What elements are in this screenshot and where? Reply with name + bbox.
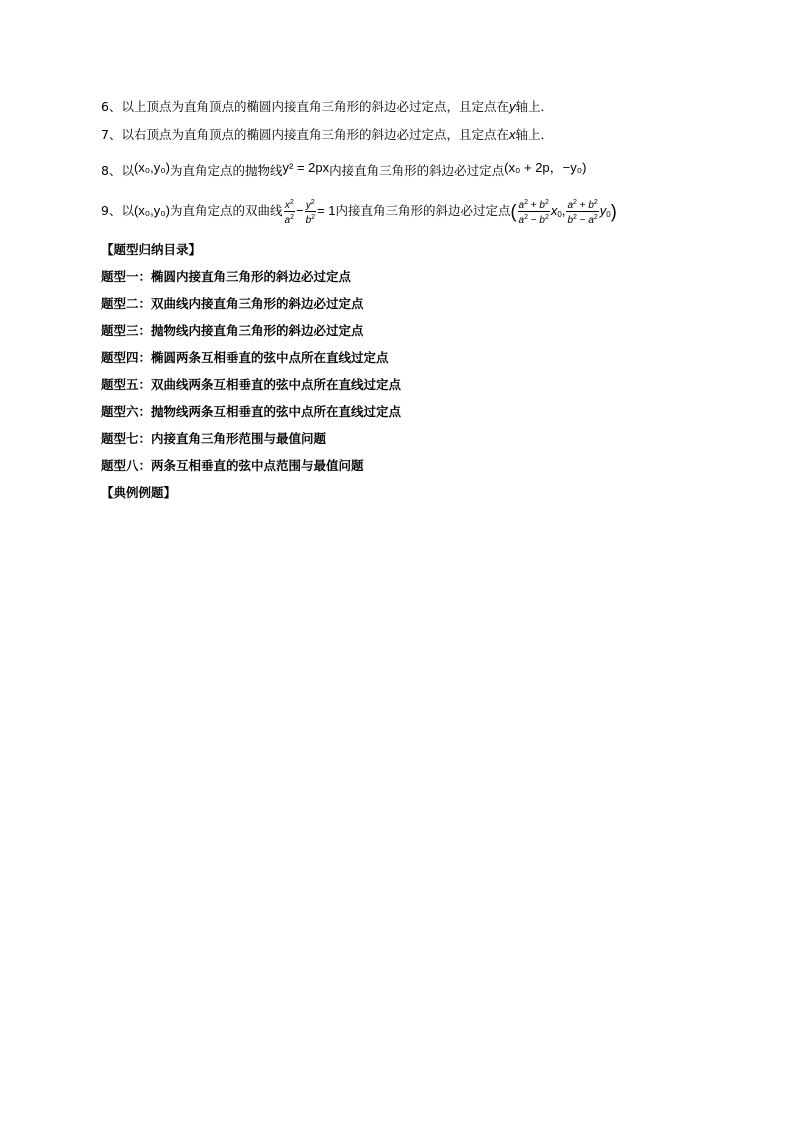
item-8-point: (x₀,y₀) xyxy=(133,160,171,175)
item-8-text: 8、以 xyxy=(101,163,134,178)
item-7 xyxy=(101,125,553,145)
item-8-curve: y² = 2px xyxy=(282,160,330,175)
catalog-entry-3: 题型三：抛物线内接直角三角形的斜边必过定点 xyxy=(101,323,364,338)
item-8-text-2: 为直角定点的抛物线 xyxy=(170,163,283,178)
item-9-text: 9、以 xyxy=(101,202,134,218)
item-6 xyxy=(101,97,553,117)
examples-heading: 【典例例题】 xyxy=(101,485,177,500)
item-9-fixed-point: ( $\frac{a^2 + b^2}{a^2 - b^2}$ $x_0$, $\frac{a^2 + b^2}{b^2 - a^2}$ $y_0$) xyxy=(510,199,617,226)
catalog-entry-6: 题型六：抛物线两条互相垂直的弦中点所在直线过定点 xyxy=(101,404,402,419)
catalog-entry-2: 题型二：双曲线内接直角三角形的斜边必过定点 xyxy=(101,296,364,311)
item-6-var: y xyxy=(508,99,516,114)
catalog-entry-7: 题型七：内接直角三角形范围与最值问题 xyxy=(101,431,327,446)
item-8-text-3: 内接直角三角形的斜边必过定点 xyxy=(329,163,505,178)
catalog-heading: 【题型归纳目录】 xyxy=(101,242,202,257)
item-9-point: (x₀,y₀) xyxy=(133,202,171,218)
item-7-var: x xyxy=(508,127,516,142)
item-9-text-2: 为直角定点的双曲线 xyxy=(170,202,283,218)
item-9-curve: $\frac{x^2}{a^2}$ − $\frac{y^2}{b^2}$ = 1 xyxy=(284,199,336,226)
item-8-fixed-point: (x₀ + 2p，−y₀) xyxy=(504,160,587,175)
item-6-suffix: 轴上． xyxy=(515,99,553,114)
catalog-entry-5: 题型五：双曲线两条互相垂直的弦中点所在直线过定点 xyxy=(101,377,402,392)
item-7-text: 7、以右顶点为直角顶点的椭圆内接直角三角形的斜边必过定点，且定点在 xyxy=(101,127,509,142)
item-9 xyxy=(101,197,617,228)
catalog-entry-8: 题型八：两条互相垂直的弦中点范围与最值问题 xyxy=(101,458,364,473)
item-9-text-3: 内接直角三角形的斜边必过定点 xyxy=(335,202,511,218)
item-8 xyxy=(101,158,586,181)
item-7-suffix: 轴上． xyxy=(515,127,553,142)
catalog-entry-4: 题型四：椭圆两条互相垂直的弦中点所在直线过定点 xyxy=(101,350,389,365)
item-6-text: 6、以上顶点为直角顶点的椭圆内接直角三角形的斜边必过定点，且定点在 xyxy=(101,99,509,114)
catalog-entry-1: 题型一：椭圆内接直角三角形的斜边必过定点 xyxy=(101,269,352,284)
